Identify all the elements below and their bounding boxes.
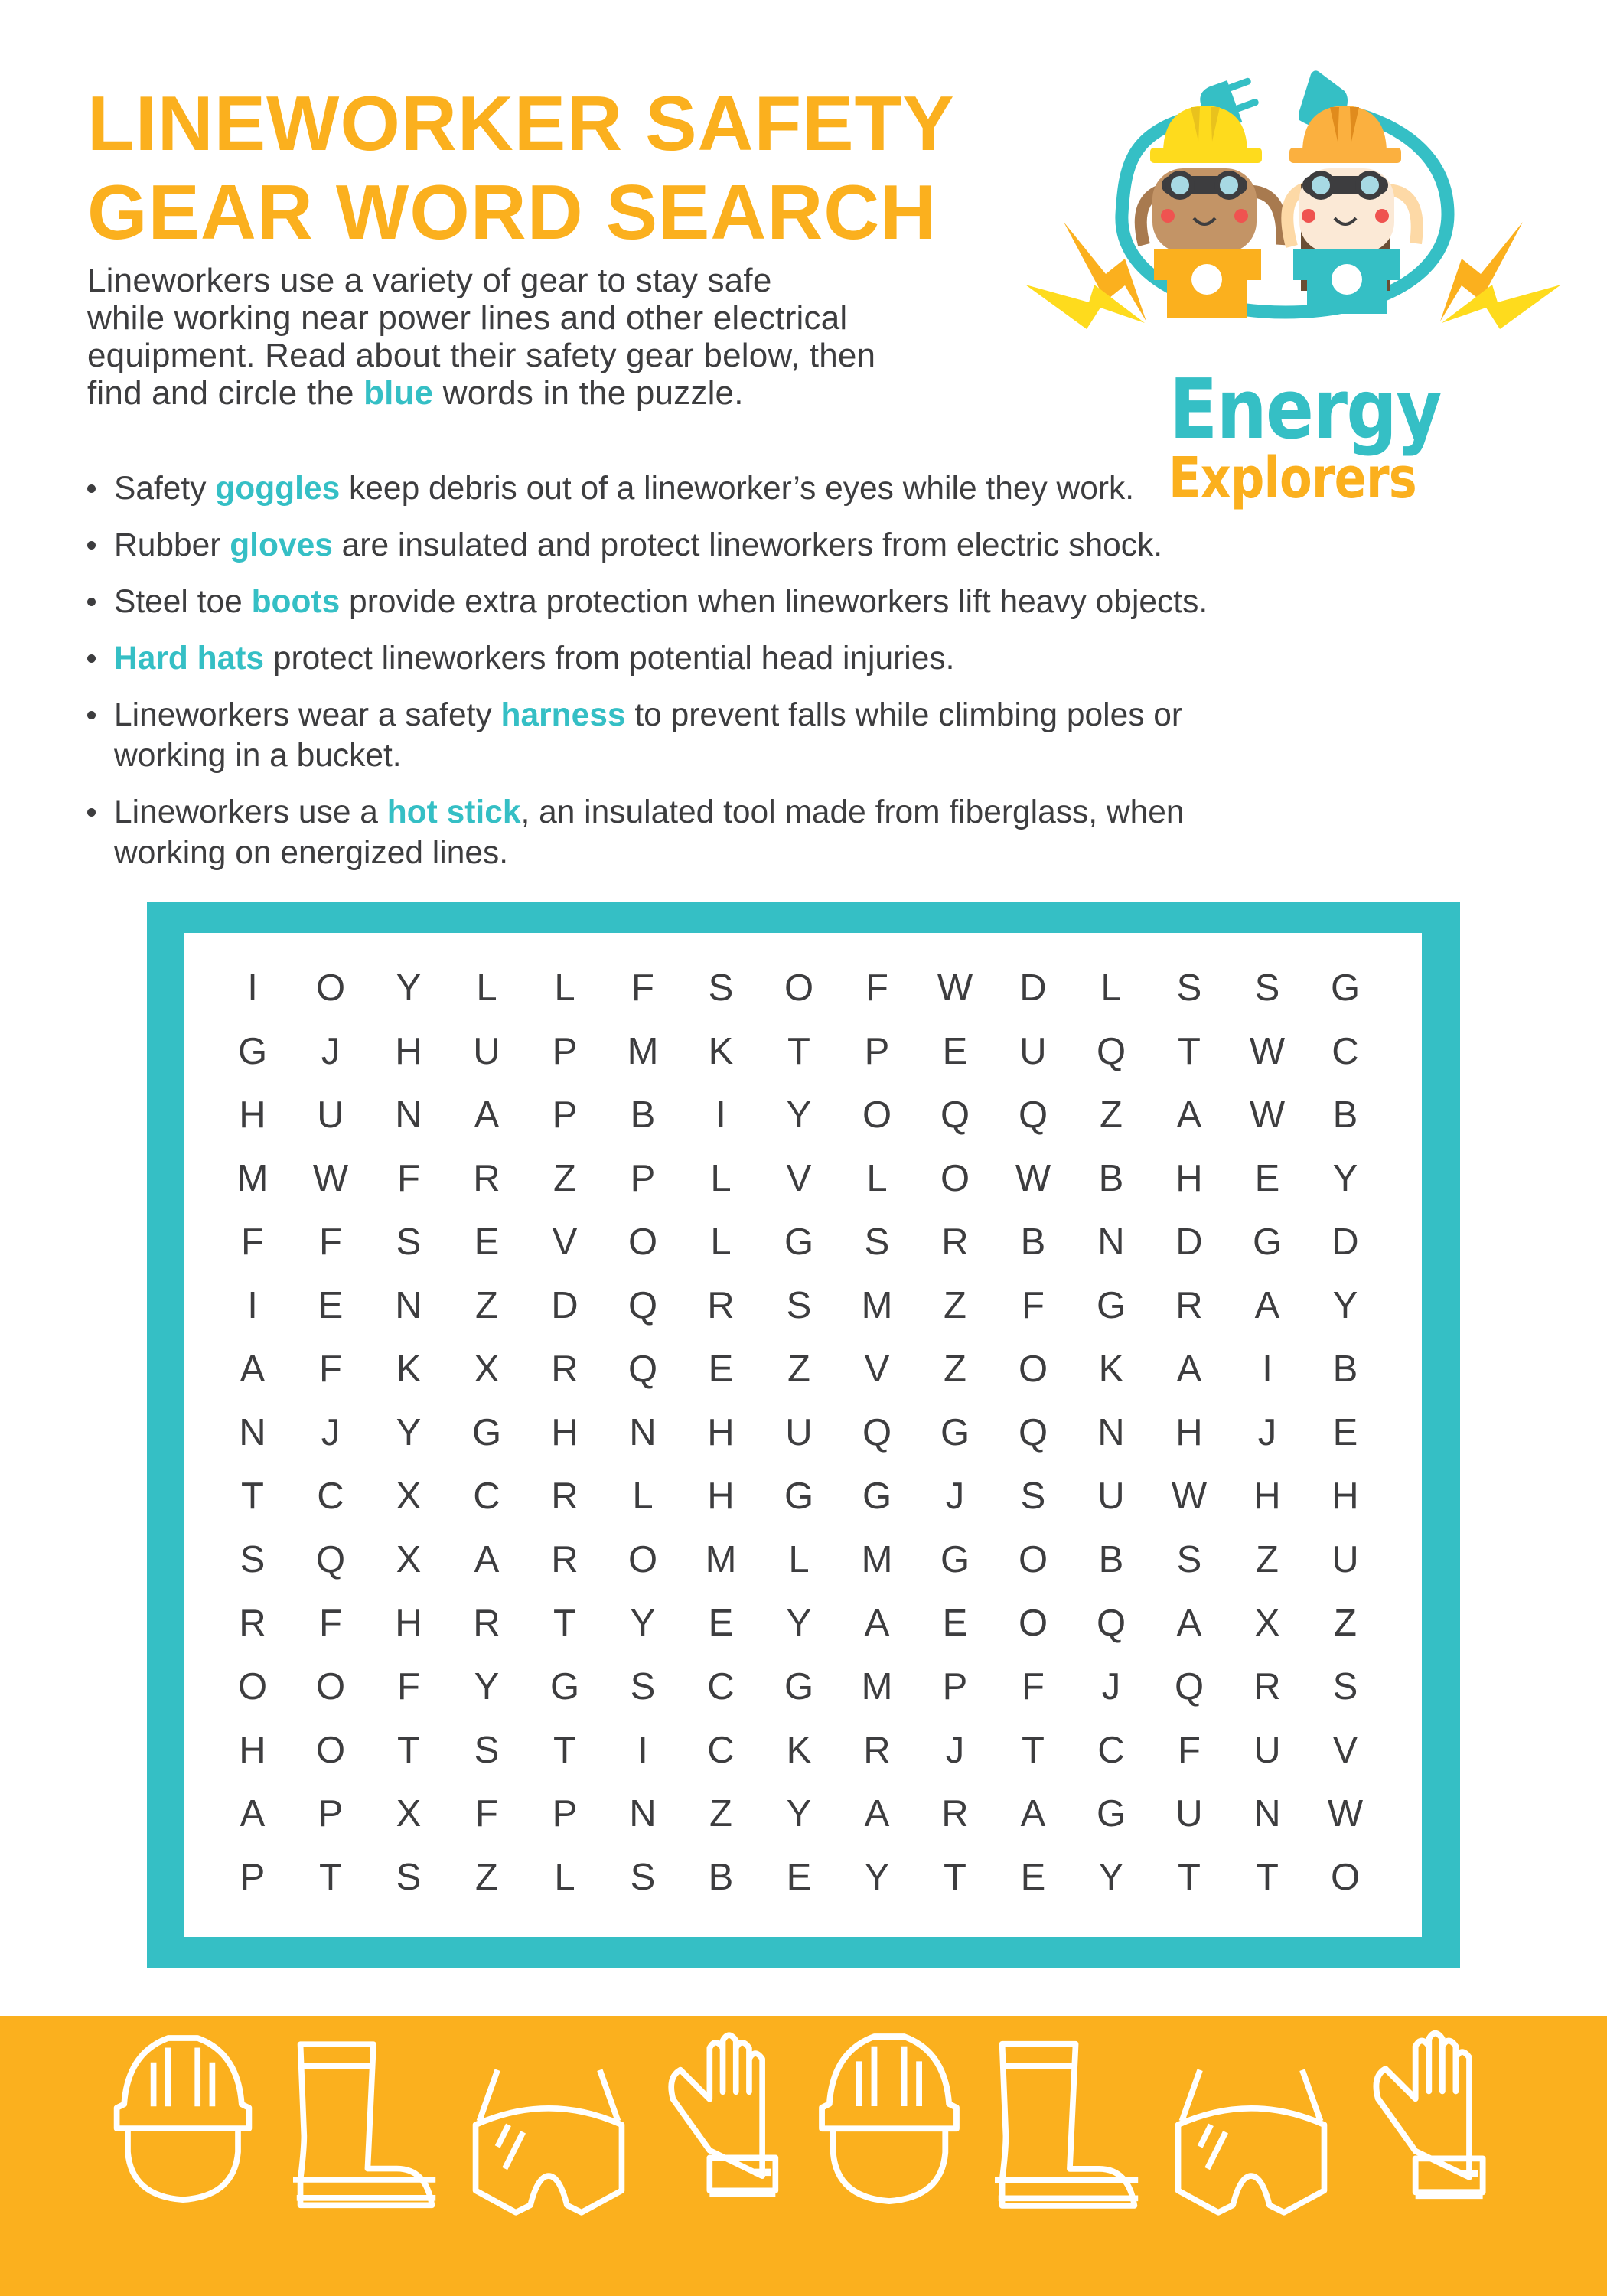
grid-letter[interactable]: T — [1178, 1857, 1201, 1898]
grid-letter[interactable]: P — [318, 1793, 344, 1835]
grid-letter[interactable]: G — [784, 1666, 814, 1707]
grid-letter[interactable]: L — [1100, 967, 1122, 1009]
grid-letter[interactable]: T — [241, 1476, 264, 1517]
grid-letter[interactable]: F — [241, 1221, 264, 1263]
grid-letter[interactable]: S — [1254, 967, 1280, 1009]
grid-letter[interactable]: T — [944, 1857, 966, 1898]
grid-letter[interactable]: U — [317, 1094, 344, 1136]
grid-letter[interactable]: I — [247, 967, 258, 1009]
grid-letter[interactable]: U — [1097, 1476, 1125, 1517]
grid-letter[interactable]: R — [473, 1603, 500, 1644]
intro-text: equipment. Read about their safety gear below, then — [87, 337, 876, 374]
grid-letter[interactable]: Y — [1332, 1285, 1358, 1326]
intro-line — [87, 374, 1028, 412]
grid-letter[interactable]: F — [397, 1158, 420, 1199]
grid-letter[interactable]: L — [554, 967, 575, 1009]
grid-letter[interactable]: E — [942, 1031, 968, 1072]
safety-goggles-icon — [1171, 2039, 1332, 2203]
grid-letter[interactable]: P — [240, 1857, 266, 1898]
grid-letter[interactable]: E — [708, 1603, 734, 1644]
bullet-icon — [87, 484, 96, 493]
bullet-text: Rubber — [114, 527, 230, 563]
grid-letter[interactable]: Y — [1332, 1158, 1358, 1199]
keyword-boots: boots — [251, 584, 341, 620]
grid-letter[interactable]: Y — [474, 1666, 500, 1707]
grid-letter[interactable]: Z — [944, 1349, 966, 1390]
grid-letter[interactable]: G — [940, 1412, 970, 1453]
grid-letter[interactable]: J — [1257, 1412, 1277, 1453]
grid-letter[interactable]: Y — [630, 1603, 656, 1644]
grid-letter[interactable]: R — [551, 1476, 579, 1517]
grid-letter[interactable]: W — [1015, 1158, 1051, 1199]
grid-letter[interactable]: C — [707, 1730, 735, 1771]
grid-letter[interactable]: O — [1018, 1603, 1048, 1644]
grid-letter[interactable]: H — [1175, 1412, 1203, 1453]
grid-letter[interactable]: H — [239, 1730, 266, 1771]
grid-letter[interactable]: Z — [709, 1793, 732, 1835]
bullet-text: , an insulated tool made from fiberglass, when — [520, 794, 1185, 830]
grid-letter[interactable]: O — [1330, 1857, 1361, 1898]
grid-letter[interactable]: F — [865, 967, 888, 1009]
grid-letter[interactable]: E — [708, 1349, 734, 1390]
grid-letter[interactable]: T — [319, 1857, 342, 1898]
grid-letter[interactable]: H — [239, 1094, 266, 1136]
bullet-text: Steel toe — [114, 584, 252, 620]
grid-letter[interactable]: B — [630, 1094, 656, 1136]
grid-letter[interactable]: F — [1022, 1666, 1045, 1707]
grid-letter[interactable]: G — [862, 1476, 892, 1517]
grid-letter[interactable]: P — [630, 1158, 656, 1199]
grid-letter[interactable]: L — [710, 1158, 732, 1199]
grid-row — [214, 1159, 1384, 1222]
grid-letter[interactable]: X — [396, 1476, 422, 1517]
grid-letter[interactable]: W — [1249, 1094, 1286, 1136]
bullet-text: Safety — [114, 471, 216, 507]
grid-letter[interactable]: Y — [396, 1412, 422, 1453]
grid-letter[interactable]: Z — [787, 1349, 810, 1390]
grid-letter[interactable]: T — [1022, 1730, 1045, 1771]
grid-letter[interactable]: H — [395, 1603, 422, 1644]
glove-icon — [1368, 2039, 1508, 2203]
grid-row — [214, 1413, 1384, 1476]
intro-text: find and circle the — [87, 374, 364, 412]
hard-hat-icon — [109, 2039, 256, 2203]
grid-letter[interactable]: H — [1175, 1158, 1203, 1199]
grid-letter[interactable]: F — [631, 967, 654, 1009]
grid-letter[interactable]: F — [1022, 1285, 1045, 1326]
grid-letter[interactable]: T — [553, 1730, 576, 1771]
grid-letter[interactable]: O — [315, 1730, 346, 1771]
grid-letter[interactable]: Y — [864, 1857, 890, 1898]
grid-letter[interactable]: A — [474, 1094, 500, 1136]
bullet-text: Lineworkers wear a safety — [114, 697, 501, 733]
grid-letter[interactable]: M — [861, 1666, 893, 1707]
grid-letter[interactable]: L — [710, 1221, 732, 1263]
bullet-text: Lineworkers use a — [114, 794, 387, 830]
grid-letter[interactable]: J — [945, 1476, 965, 1517]
grid-letter[interactable]: A — [1176, 1349, 1202, 1390]
grid-letter[interactable]: M — [861, 1285, 893, 1326]
grid-letter[interactable]: Q — [627, 1349, 658, 1390]
grid-letter[interactable]: I — [1262, 1349, 1273, 1390]
intro-line — [87, 262, 1028, 299]
grid-letter[interactable]: A — [1020, 1793, 1046, 1835]
grid-letter[interactable]: S — [630, 1857, 656, 1898]
grid-letter[interactable]: L — [788, 1539, 810, 1580]
grid-letter[interactable]: Q — [627, 1285, 658, 1326]
grid-letter[interactable]: E — [1254, 1158, 1280, 1199]
grid-letter[interactable]: Q — [1018, 1412, 1048, 1453]
bullet-text: are insulated and protect lineworkers from electric shock. — [332, 527, 1163, 563]
grid-letter[interactable]: Q — [1096, 1603, 1126, 1644]
grid-letter[interactable]: V — [1332, 1730, 1358, 1771]
grid-letter[interactable]: N — [395, 1285, 422, 1326]
grid-letter[interactable]: J — [1101, 1666, 1121, 1707]
list-item-hot-stick — [86, 792, 1540, 873]
word-search-grid — [214, 968, 1384, 1921]
grid-letter[interactable]: U — [785, 1412, 813, 1453]
grid-letter[interactable]: K — [708, 1031, 734, 1072]
grid-letter[interactable]: Z — [553, 1158, 576, 1199]
grid-row — [214, 1857, 1384, 1921]
grid-letter[interactable]: H — [1253, 1476, 1281, 1517]
footer-band — [0, 2016, 1607, 2296]
grid-letter[interactable]: B — [1098, 1539, 1124, 1580]
grid-letter[interactable]: K — [1098, 1349, 1124, 1390]
grid-letter[interactable]: C — [1332, 1031, 1359, 1072]
grid-letter[interactable]: Z — [1334, 1603, 1357, 1644]
grid-letter[interactable]: E — [1020, 1857, 1046, 1898]
grid-letter[interactable]: B — [1020, 1221, 1046, 1263]
grid-letter[interactable]: M — [705, 1539, 737, 1580]
grid-letter[interactable]: H — [1332, 1476, 1359, 1517]
grid-letter[interactable]: I — [637, 1730, 648, 1771]
keyword-goggles: goggles — [215, 471, 341, 507]
grid-row — [214, 1730, 1384, 1794]
grid-letter[interactable]: O — [315, 967, 346, 1009]
grid-letter[interactable]: B — [1098, 1158, 1124, 1199]
grid-letter[interactable]: W — [937, 967, 973, 1009]
grid-letter[interactable]: S — [1176, 967, 1202, 1009]
grid-letter[interactable]: C — [473, 1476, 500, 1517]
grid-letter[interactable]: S — [1020, 1476, 1046, 1517]
logo-explorers-text: Explorers — [1168, 445, 1416, 511]
grid-letter[interactable]: C — [1097, 1730, 1125, 1771]
grid-letter[interactable]: Y — [396, 967, 422, 1009]
grid-letter[interactable]: O — [627, 1539, 658, 1580]
grid-letter[interactable]: E — [318, 1285, 344, 1326]
grid-row — [214, 1794, 1384, 1857]
list-item-hard-hats — [86, 638, 1540, 679]
grid-letter[interactable]: G — [1096, 1793, 1126, 1835]
grid-letter[interactable]: F — [319, 1349, 342, 1390]
grid-letter[interactable]: Z — [944, 1285, 966, 1326]
title-line-1: LINEWORKER SAFETY — [87, 81, 955, 167]
grid-letter[interactable]: X — [1254, 1603, 1280, 1644]
grid-letter[interactable]: E — [942, 1603, 968, 1644]
grid-letter[interactable]: A — [240, 1349, 266, 1390]
grid-row — [214, 1603, 1384, 1667]
grid-letter[interactable]: J — [945, 1730, 965, 1771]
grid-letter[interactable]: S — [708, 967, 734, 1009]
grid-letter[interactable]: S — [240, 1539, 266, 1580]
grid-letter[interactable]: B — [1332, 1094, 1358, 1136]
grid-letter[interactable]: Q — [1174, 1666, 1204, 1707]
grid-row — [214, 1032, 1384, 1095]
grid-letter[interactable]: G — [1096, 1285, 1126, 1326]
glove-icon — [666, 2039, 797, 2203]
grid-letter[interactable]: D — [551, 1285, 579, 1326]
grid-letter[interactable]: H — [551, 1412, 579, 1453]
intro-line — [87, 337, 1028, 374]
grid-letter[interactable]: B — [1332, 1349, 1358, 1390]
grid-letter[interactable]: F — [475, 1793, 498, 1835]
bullet-icon — [87, 808, 96, 817]
grid-letter[interactable]: L — [632, 1476, 654, 1517]
bullet-icon — [87, 711, 96, 719]
grid-letter[interactable]: J — [321, 1031, 341, 1072]
grid-row — [214, 1286, 1384, 1349]
grid-letter[interactable]: F — [319, 1221, 342, 1263]
keyword-hard-hats: Hard hats — [114, 641, 265, 677]
energy-explorers-logo — [1010, 69, 1561, 511]
grid-letter[interactable]: T — [553, 1603, 576, 1644]
grid-letter[interactable]: W — [312, 1158, 349, 1199]
grid-letter[interactable]: A — [474, 1539, 500, 1580]
grid-letter[interactable]: Z — [475, 1857, 498, 1898]
grid-letter[interactable]: G — [1330, 967, 1361, 1009]
grid-letter[interactable]: B — [708, 1857, 734, 1898]
grid-row — [214, 968, 1384, 1032]
grid-letter[interactable]: Y — [1098, 1857, 1124, 1898]
bullet-continuation: working in a bucket. — [114, 738, 402, 774]
grid-letter[interactable]: O — [862, 1094, 892, 1136]
grid-letter[interactable]: C — [317, 1476, 344, 1517]
grid-letter[interactable]: O — [315, 1666, 346, 1707]
grid-letter[interactable]: O — [784, 967, 814, 1009]
keyword-hot-stick: hot stick — [386, 794, 521, 830]
grid-letter[interactable]: R — [941, 1793, 969, 1835]
grid-letter[interactable]: D — [1019, 967, 1047, 1009]
grid-letter[interactable]: A — [864, 1793, 890, 1835]
grid-letter[interactable]: G — [784, 1476, 814, 1517]
grid-letter[interactable]: S — [396, 1221, 422, 1263]
grid-letter[interactable]: R — [1253, 1666, 1281, 1707]
grid-letter[interactable]: Y — [786, 1094, 812, 1136]
safety-goggles-icon — [468, 2039, 629, 2203]
grid-letter[interactable]: T — [397, 1730, 420, 1771]
grid-letter[interactable]: F — [397, 1666, 420, 1707]
logo-energy-text: Energy — [1169, 362, 1441, 458]
grid-letter[interactable]: K — [396, 1349, 422, 1390]
grid-letter[interactable]: Q — [940, 1094, 970, 1136]
grid-letter[interactable]: I — [715, 1094, 726, 1136]
grid-letter[interactable]: S — [786, 1285, 812, 1326]
grid-letter[interactable]: S — [396, 1857, 422, 1898]
intro-text: while working near power lines and other electrical — [87, 299, 848, 337]
grid-letter[interactable]: Z — [1256, 1539, 1279, 1580]
grid-letter[interactable]: G — [237, 1031, 268, 1072]
grid-letter[interactable]: Q — [862, 1412, 892, 1453]
blue-keyword: blue — [363, 374, 434, 412]
grid-letter[interactable]: R — [863, 1730, 891, 1771]
grid-letter[interactable]: A — [1254, 1285, 1280, 1326]
grid-letter[interactable]: A — [1176, 1603, 1202, 1644]
grid-letter[interactable]: N — [629, 1793, 657, 1835]
grid-letter[interactable]: R — [707, 1285, 735, 1326]
intro-text: words in the puzzle. — [433, 374, 744, 412]
grid-letter[interactable]: S — [1176, 1539, 1202, 1580]
lightning-bolt-icon — [1440, 222, 1561, 329]
grid-letter[interactable]: R — [473, 1158, 500, 1199]
bullet-icon — [87, 541, 96, 550]
bullet-continuation: working on energized lines. — [114, 835, 509, 871]
grid-letter[interactable]: I — [247, 1285, 258, 1326]
grid-letter[interactable]: U — [1253, 1730, 1281, 1771]
grid-letter[interactable]: N — [395, 1094, 422, 1136]
title-line-2: GEAR WORD SEARCH — [87, 170, 937, 256]
grid-letter[interactable]: Y — [786, 1603, 812, 1644]
grid-letter[interactable]: J — [321, 1412, 341, 1453]
boot-icon — [293, 2039, 439, 2203]
grid-letter[interactable]: U — [1175, 1793, 1203, 1835]
safety-gear-list — [86, 468, 1540, 889]
grid-letter[interactable]: D — [1175, 1221, 1203, 1263]
intro-line — [87, 299, 1028, 337]
grid-letter[interactable]: O — [1018, 1539, 1048, 1580]
grid-letter[interactable]: Z — [1100, 1094, 1123, 1136]
grid-letter[interactable]: E — [1332, 1412, 1358, 1453]
grid-letter[interactable]: X — [474, 1349, 500, 1390]
grid-letter[interactable]: C — [707, 1666, 735, 1707]
grid-letter[interactable]: V — [786, 1158, 812, 1199]
grid-letter[interactable]: U — [1019, 1031, 1047, 1072]
grid-letter[interactable]: N — [1097, 1412, 1125, 1453]
grid-letter[interactable]: G — [1252, 1221, 1283, 1263]
grid-letter[interactable]: L — [866, 1158, 888, 1199]
hard-hat-icon — [813, 2039, 966, 2203]
list-item-harness — [86, 695, 1540, 776]
grid-letter[interactable]: P — [864, 1031, 890, 1072]
grid-row — [214, 1095, 1384, 1159]
grid-letter[interactable]: N — [239, 1412, 266, 1453]
grid-letter[interactable]: G — [784, 1221, 814, 1263]
grid-letter[interactable]: H — [707, 1412, 735, 1453]
grid-letter[interactable]: R — [551, 1539, 579, 1580]
grid-letter[interactable]: R — [551, 1349, 579, 1390]
grid-letter[interactable]: M — [627, 1031, 659, 1072]
grid-letter[interactable]: N — [1097, 1221, 1125, 1263]
intro-text: Lineworkers use a variety of gear to stay safe — [87, 262, 772, 299]
grid-letter[interactable]: T — [1256, 1857, 1279, 1898]
grid-letter[interactable]: X — [396, 1539, 422, 1580]
grid-letter[interactable]: F — [1178, 1730, 1201, 1771]
grid-letter[interactable]: F — [319, 1603, 342, 1644]
grid-letter[interactable]: W — [1249, 1031, 1286, 1072]
grid-letter[interactable]: O — [1018, 1349, 1048, 1390]
grid-letter[interactable]: L — [476, 967, 497, 1009]
grid-letter[interactable]: Y — [786, 1793, 812, 1835]
grid-letter[interactable]: S — [864, 1221, 890, 1263]
grid-letter[interactable]: V — [864, 1349, 890, 1390]
bullet-icon — [87, 654, 96, 663]
grid-letter[interactable]: W — [1327, 1793, 1364, 1835]
grid-letter[interactable]: E — [786, 1857, 812, 1898]
bullet-text: to prevent falls while climbing poles or — [625, 697, 1183, 733]
grid-letter[interactable]: X — [396, 1793, 422, 1835]
grid-row — [214, 1667, 1384, 1730]
grid-letter[interactable]: R — [941, 1221, 969, 1263]
grid-letter[interactable]: P — [552, 1094, 578, 1136]
grid-letter[interactable]: S — [630, 1666, 656, 1707]
grid-letter[interactable]: P — [552, 1031, 578, 1072]
grid-letter[interactable]: S — [474, 1730, 500, 1771]
grid-letter[interactable]: H — [707, 1476, 735, 1517]
grid-letter[interactable]: N — [629, 1412, 657, 1453]
bullet-text: protect lineworkers from potential head injuries. — [264, 641, 955, 677]
page-title — [87, 80, 1044, 257]
grid-letter[interactable]: T — [787, 1031, 810, 1072]
grid-letter[interactable]: K — [786, 1730, 812, 1771]
grid-letter[interactable]: Q — [1018, 1094, 1048, 1136]
grid-row — [214, 1476, 1384, 1540]
grid-letter[interactable]: S — [1332, 1666, 1358, 1707]
bullet-text: keep debris out of a lineworker’s eyes while they work. — [340, 471, 1135, 507]
bullet-icon — [87, 598, 96, 606]
grid-letter[interactable]: A — [240, 1793, 266, 1835]
grid-row — [214, 1349, 1384, 1413]
keyword-harness: harness — [500, 697, 626, 733]
grid-letter[interactable]: Q — [315, 1539, 346, 1580]
list-item-gloves — [86, 525, 1540, 566]
grid-letter[interactable]: P — [552, 1793, 578, 1835]
grid-letter[interactable]: T — [1178, 1031, 1201, 1072]
grid-letter[interactable]: P — [942, 1666, 968, 1707]
grid-letter[interactable]: R — [1175, 1285, 1203, 1326]
grid-letter[interactable]: G — [549, 1666, 580, 1707]
grid-letter[interactable]: A — [864, 1603, 890, 1644]
boot-icon — [995, 2039, 1142, 2203]
grid-letter[interactable]: O — [237, 1666, 268, 1707]
intro-paragraph — [87, 262, 1028, 412]
grid-letter[interactable]: Q — [1096, 1031, 1126, 1072]
grid-letter[interactable]: O — [627, 1221, 658, 1263]
grid-letter[interactable]: A — [1176, 1094, 1202, 1136]
keyword-gloves: gloves — [230, 527, 333, 563]
grid-letter[interactable]: V — [552, 1221, 578, 1263]
grid-letter[interactable]: M — [236, 1158, 269, 1199]
grid-letter[interactable]: L — [554, 1857, 575, 1898]
grid-letter[interactable]: W — [1171, 1476, 1208, 1517]
grid-letter[interactable]: N — [1253, 1793, 1281, 1835]
grid-letter[interactable]: U — [1332, 1539, 1359, 1580]
grid-letter[interactable]: Z — [475, 1285, 498, 1326]
grid-letter[interactable]: D — [1332, 1221, 1359, 1263]
grid-letter[interactable]: G — [940, 1539, 970, 1580]
list-item-boots — [86, 582, 1540, 622]
grid-letter[interactable]: M — [861, 1539, 893, 1580]
grid-letter[interactable]: H — [395, 1031, 422, 1072]
grid-row — [214, 1222, 1384, 1286]
grid-letter[interactable]: G — [471, 1412, 502, 1453]
grid-letter[interactable]: R — [239, 1603, 266, 1644]
grid-row — [214, 1540, 1384, 1603]
grid-letter[interactable]: E — [474, 1221, 500, 1263]
grid-letter[interactable]: U — [473, 1031, 500, 1072]
bullet-text: provide extra protection when lineworkers lift heavy objects. — [340, 584, 1208, 620]
grid-letter[interactable]: O — [940, 1158, 970, 1199]
